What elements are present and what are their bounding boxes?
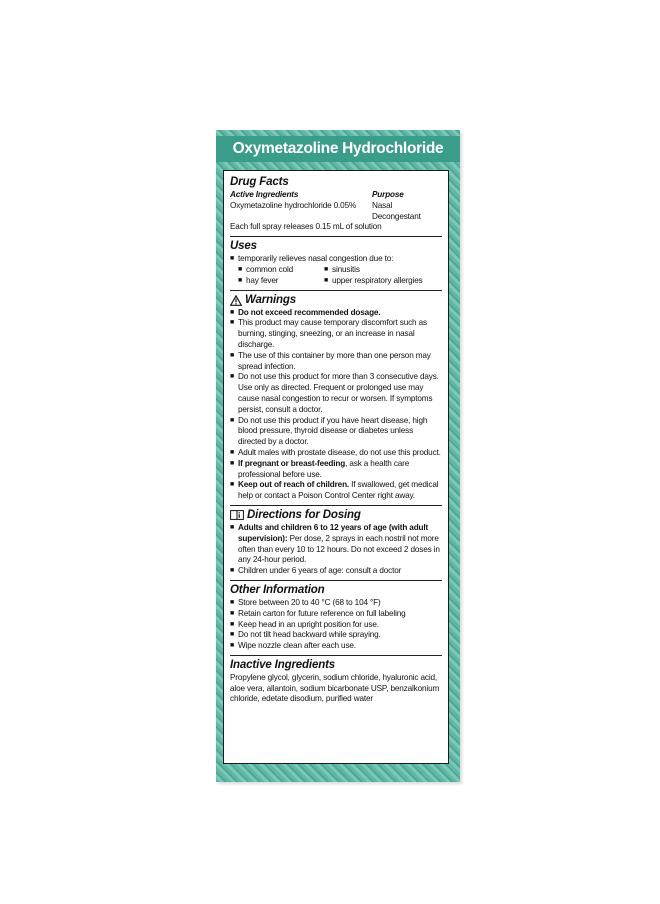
- bullet-icon: ■: [230, 523, 235, 531]
- drug-facts-section: [230, 176, 442, 237]
- inactive-heading: Inactive Ingredients: [230, 658, 336, 671]
- bullet-icon: ■: [238, 265, 243, 273]
- bullet-icon: ■: [238, 276, 243, 284]
- drug-facts-heading: Drug Facts: [230, 176, 289, 188]
- uses-heading: Uses: [230, 240, 257, 253]
- bullet-icon: ■: [230, 620, 235, 628]
- list-item: ■ Wipe nozzle clean after each use.: [230, 641, 356, 651]
- list-item: ■ common cold: [238, 264, 294, 274]
- warnings-section: [230, 294, 442, 506]
- active-ingredients-header: [230, 190, 442, 201]
- spray-note: Each full spray releases 0.15 mL of solution: [230, 222, 382, 232]
- directions-header: [230, 509, 442, 522]
- list-item: ■ Store between 20 to 40 °C (68 to 104 °F): [230, 597, 381, 607]
- bullet-icon: ■: [324, 265, 329, 273]
- purpose-label: Purpose: [372, 190, 404, 199]
- list-item: ■ Retain carton for future reference on full labeling: [230, 608, 406, 618]
- directions-heading: Directions for Dosing: [247, 508, 361, 521]
- bullet-icon: ■: [230, 481, 235, 489]
- list-item: ■ Do not use this product for more than 3 consecutive days. Use only as directed. Frequent or prolonged use may cause nasal congestion to recur or worsen. If symptoms persist, consult a doctor.: [230, 372, 439, 414]
- open-book-icon: [230, 510, 244, 520]
- list-item: ■ temporarily relieves nasal congestion due to:: [230, 254, 394, 264]
- bullet-icon: ■: [230, 319, 235, 327]
- bullet-icon: ■: [230, 255, 235, 263]
- warnings-header: [230, 294, 442, 307]
- directions-section: [230, 509, 442, 581]
- list-item: ■ This product may cause temporary discomfort such as burning, stinging, sneezing, or an increase in nasal discharge.: [230, 318, 427, 349]
- list-item: ■ sinusitis: [324, 264, 360, 274]
- product-title: Oxymetazoline Hydrochloride: [216, 136, 460, 162]
- bullet-icon: ■: [230, 373, 235, 381]
- other-info-section: [230, 584, 442, 656]
- list-item: ■ Children under 6 years of age: consult a doctor: [230, 566, 402, 576]
- list-item: ■ Do not exceed recommended dosage.: [230, 307, 381, 317]
- bullet-icon: ■: [230, 416, 235, 424]
- list-item: ■ hay fever: [238, 275, 279, 285]
- list-item: ■ Keep out of reach of children. If swallowed, get medical help or contact a Poison Control Center right away.: [230, 480, 439, 501]
- bullet-icon: ■: [230, 567, 235, 575]
- uses-section: [230, 240, 442, 290]
- list-item: ■ Keep head in an upright position for use.: [230, 619, 379, 629]
- carton-side-panel: [216, 130, 460, 782]
- drug-facts-panel: [223, 170, 449, 764]
- bullet-icon: ■: [230, 609, 235, 617]
- list-item: ■ Adults and children 6 to 12 years of age (with adult supervision): Per dose, 2 sprays in each nostril not more often than every 10 to 12 hours. Do not exceed 2 doses in any 24-hour period.: [230, 522, 440, 565]
- active-ingredients-label: Active Ingredients: [230, 190, 299, 199]
- bullet-icon: ■: [230, 631, 235, 639]
- list-item: ■ Do not tilt head backward while spraying.: [230, 630, 381, 640]
- list-item: ■ Adult males with prostate disease, do not use this product.: [230, 447, 441, 457]
- warning-triangle-icon: [230, 295, 242, 306]
- bullet-icon: ■: [230, 598, 235, 606]
- inactive-ingredients-text: Propylene glycol, glycerin, sodium chloride, hyaluronic acid, aloe vera, allantoin, sodium bicarbonate USP, benzalkonium chloride, edetate disodium, purified water: [230, 672, 440, 704]
- list-item: ■ If pregnant or breast-feeding, ask a health care professional before use.: [230, 458, 410, 479]
- list-item: ■ The use of this container by more than one person may spread infection.: [230, 350, 431, 371]
- bullet-icon: ■: [230, 459, 235, 467]
- warnings-heading: Warnings: [245, 293, 296, 306]
- other-info-heading: Other Information: [230, 583, 325, 596]
- bullet-icon: ■: [230, 351, 235, 359]
- active-ingredient: Oxymetazoline hydrochloride 0.05%: [230, 200, 357, 210]
- list-item: ■ Do not use this product if you have heart disease, high blood pressure, thyroid disease or diabetes unless directed by a doctor.: [230, 415, 428, 447]
- list-item: ■ upper respiratory allergies: [324, 275, 423, 285]
- bullet-icon: ■: [230, 642, 235, 650]
- active-ingredient-row: [230, 201, 442, 223]
- inactive-section: [230, 659, 442, 708]
- purpose-value: Nasal Decongestant: [372, 200, 421, 221]
- bullet-icon: ■: [230, 308, 235, 316]
- bullet-icon: ■: [230, 448, 235, 456]
- bullet-icon: ■: [324, 276, 329, 284]
- uses-list: [230, 265, 442, 287]
